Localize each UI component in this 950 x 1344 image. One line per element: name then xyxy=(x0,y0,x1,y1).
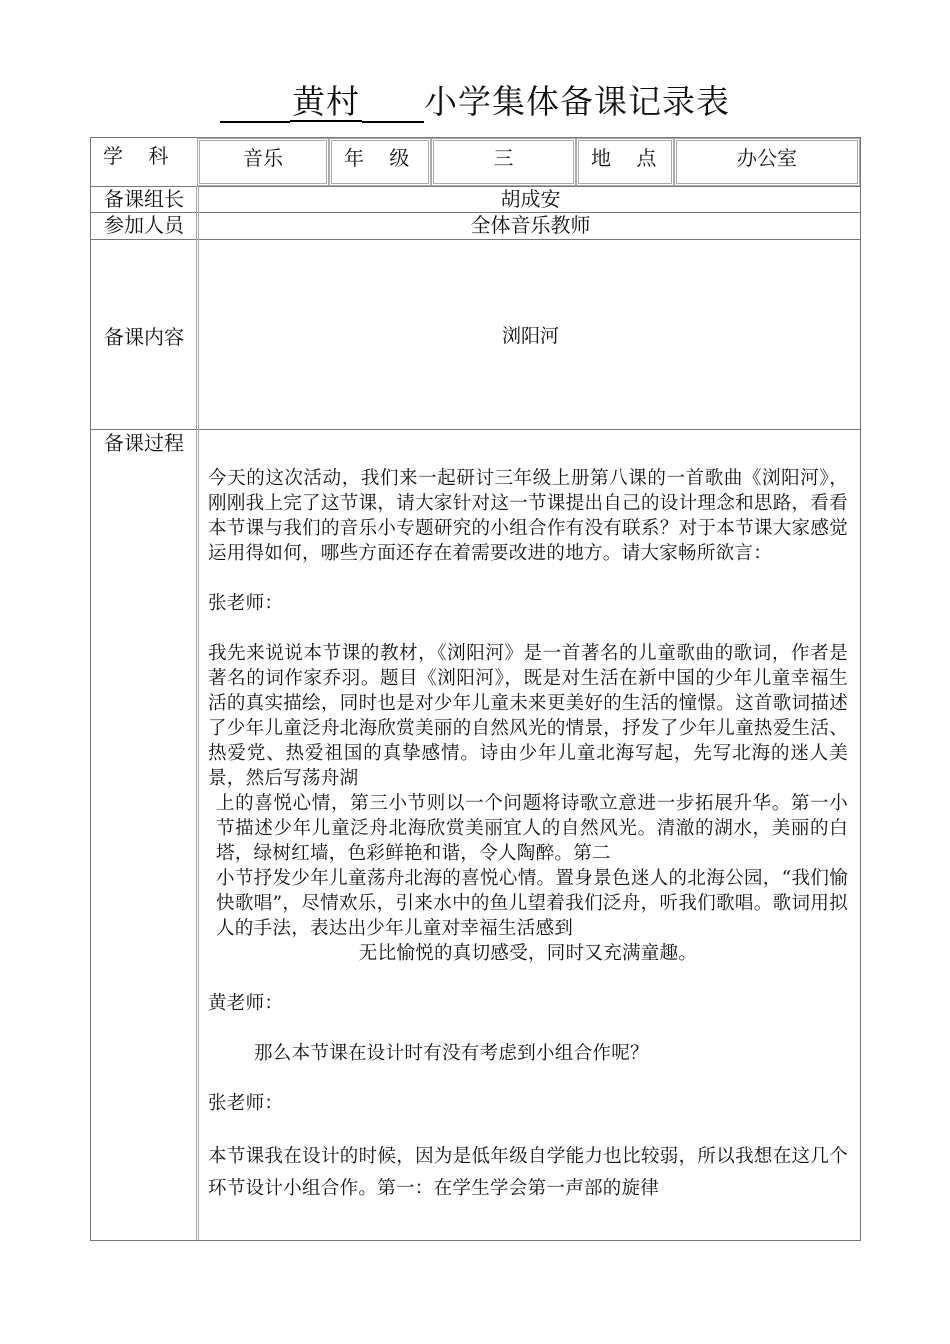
row-divider xyxy=(91,429,860,430)
place-label: 地 点 xyxy=(576,138,674,186)
question-paragraph: 那么本节课在设计时有没有考虑到小组合作呢？ xyxy=(254,1043,649,1064)
grade-value: 三 xyxy=(431,138,576,186)
speaker-zhang-2: 张老师： xyxy=(208,1093,284,1114)
content-value: 浏阳河 xyxy=(501,325,559,347)
subject-value: 音乐 xyxy=(197,138,329,186)
speaker-huang: 黄老师： xyxy=(208,993,284,1014)
page-title xyxy=(0,76,950,123)
title-blank-left xyxy=(220,84,290,123)
members-label: 参加人员 xyxy=(104,213,184,237)
material-paragraph-1: 我先来说说本节课的教材，《浏阳河》是一首著名的儿童歌曲的歌词，作者是著名的词作家乔羽。题目《浏阳河》，既是对生活在新中国的少年儿童幸福生活的真实描绘，同时也是对少年儿童未来更美好的生活的憧憬。这首歌词描述了少年儿童泛舟北海欣赏美丽的自然风光的情景，抒发了少年儿童热爱生活、热爱党、热爱祖国的真挚感情。诗由少年儿童北海写起，先写北海的迷人美景，然后写荡舟湖 xyxy=(208,643,848,789)
process-content xyxy=(208,466,848,1205)
process-label: 备课过程 xyxy=(104,431,184,455)
grade-label: 年 级 xyxy=(329,138,431,186)
material-paragraph-2: 上的喜悦心情，第三小节则以一个问题将诗歌立意进一步拓展升华。第一小节描述少年儿童泛舟北海欣赏美丽宜人的自然风光。清澈的湖水，美丽的白塔，绿树红墙，色彩鲜艳和谐，令人陶醉。第二 xyxy=(216,793,848,864)
lesson-record-table xyxy=(90,137,861,1241)
place-value: 办公室 xyxy=(674,138,860,186)
subject-label: 学 科 xyxy=(103,144,169,168)
design-paragraph: 本节课我在设计的时候，因为是低年级自学能力也比较弱，所以我想在这几个环节设计小组合作。第一：在学生学会第一声部的旋律 xyxy=(208,1146,848,1199)
row-divider xyxy=(91,239,860,240)
intro-paragraph: 今天的这次活动，我们来一起研讨三年级上册第八课的一首歌曲《浏阳河》，刚刚我上完了这节课，请大家针对这一节课提出自己的设计理念和思路，看看本节课与我们的音乐小专题研究的小组合作有没有联系？对于本节课大家感觉运用得如何，哪些方面还存在着需要改进的地方。请大家畅所欲言： xyxy=(208,468,848,564)
leader-value: 胡成安 xyxy=(500,187,561,211)
leader-label: 备课组长 xyxy=(104,187,184,211)
material-paragraph-3: 小节抒发少年儿童荡舟北海的喜悦心情。置身景色迷人的北海公园，“我们愉快歌唱”，尽情欢乐，引来水中的鱼儿望着我们泛舟，听我们歌唱。歌词用拟人的手法，表达出少年儿童对幸福生活感到 xyxy=(216,868,848,939)
content-label: 备课内容 xyxy=(104,325,184,349)
title-suffix: 小学集体备课记录表 xyxy=(424,82,730,121)
speaker-zhang-1: 张老师： xyxy=(208,593,284,614)
school-name: 黄村 xyxy=(292,82,360,121)
material-paragraph-4: 无比愉悦的真切感受，同时又充满童趣。 xyxy=(358,943,698,964)
title-blank-right xyxy=(362,84,424,123)
members-value: 全体音乐教师 xyxy=(470,213,591,237)
